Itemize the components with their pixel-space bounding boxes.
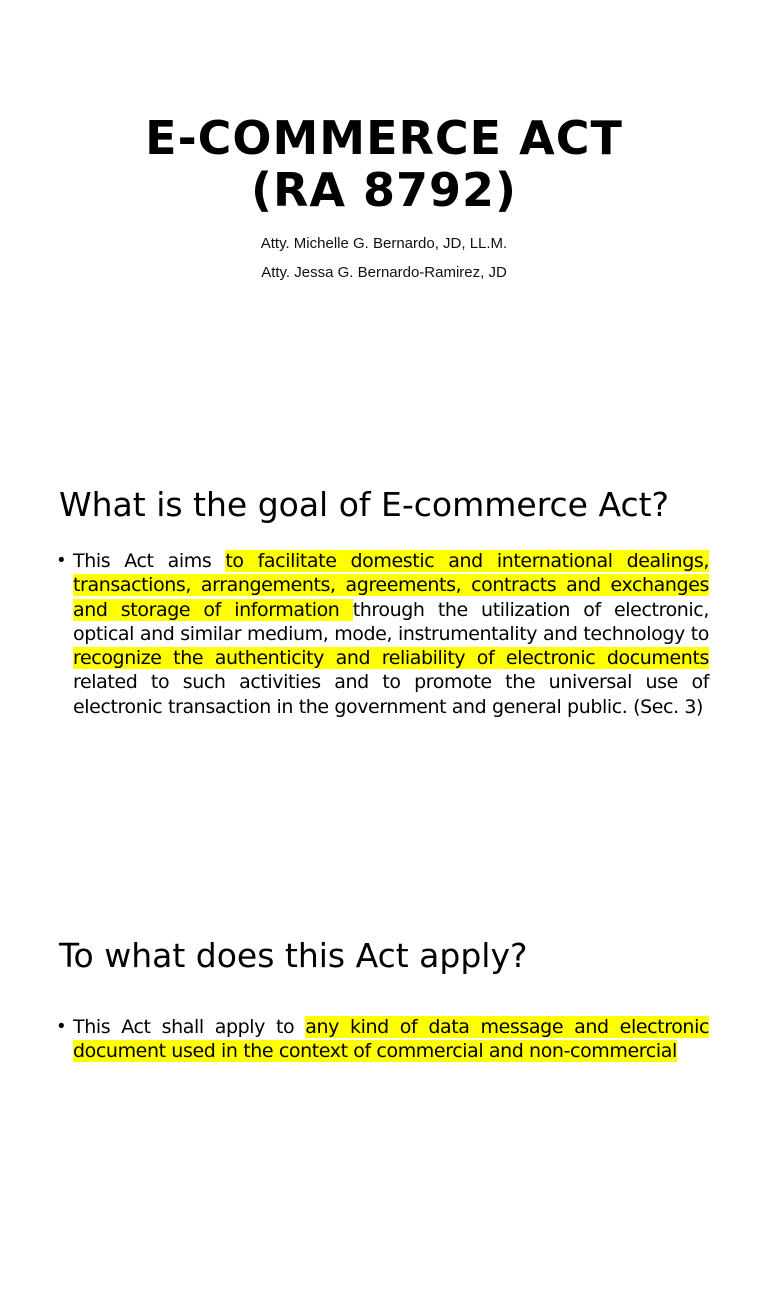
scope-heading: To what does this Act apply? xyxy=(59,936,528,976)
scope-bullet-item xyxy=(58,1015,709,1064)
author-2: Atty. Jessa G. Bernardo-Ramirez, JD xyxy=(261,264,507,281)
goal-highlight-1: to facilitate domestic and international dealings, transactions, arrangements, agreements, contracts and exchanges and storage of information xyxy=(73,550,709,621)
author-list xyxy=(0,229,768,287)
title-slide xyxy=(0,0,768,432)
goal-highlight-2: recognize the authenticity and reliability of electronic documents xyxy=(73,647,709,670)
document-title xyxy=(0,112,768,216)
scope-text-1: This Act shall apply to xyxy=(73,1016,306,1038)
goal-text-1: This Act aims xyxy=(73,550,226,572)
goal-slide xyxy=(0,432,768,864)
bullet-icon: • xyxy=(58,1016,65,1037)
goal-heading: What is the goal of E-commerce Act? xyxy=(59,485,670,525)
title-line-2: (RA 8792) xyxy=(250,163,518,217)
goal-bullet-item xyxy=(58,549,709,719)
scope-slide xyxy=(0,864,768,1296)
scope-highlight-1: any kind of data message and electronic document used in the context of commercial and non-commercial xyxy=(73,1016,709,1063)
author-1: Atty. Michelle G. Bernardo, JD, LL.M. xyxy=(260,235,508,252)
bullet-icon: • xyxy=(58,550,65,571)
scope-bullet-text xyxy=(73,1015,709,1064)
goal-bullet-text xyxy=(73,549,709,719)
goal-text-2: through the utilization of electronic, optical and similar medium, mode, instrumentality and technology to xyxy=(73,598,709,645)
title-line-1: E-COMMERCE ACT xyxy=(145,111,623,165)
goal-text-3: related to such activities and to promote the universal use of electronic transaction in the government and general public. (Sec. 3) xyxy=(73,671,709,718)
